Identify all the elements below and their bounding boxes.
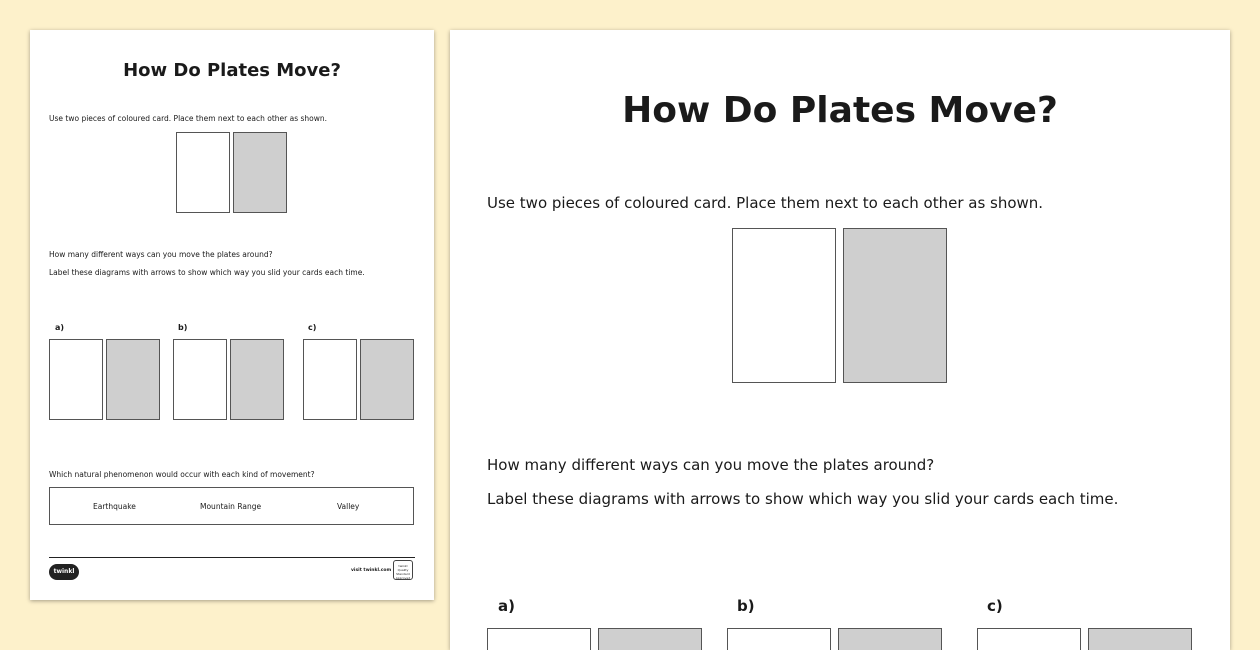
diagram-label-b: b) [178, 323, 188, 332]
phenomena-word-box [49, 487, 414, 525]
diagram-c-card-grey [360, 339, 414, 420]
diagram-a-card-grey [106, 339, 160, 420]
instruction-text: Use two pieces of coloured card. Place them next to each other as shown. [49, 114, 328, 123]
label-instruction-text: Label these diagrams with arrows to show which way you slid your cards each time. [49, 268, 365, 277]
label-instruction-text: Label these diagrams with arrows to show which way you slid your cards each time. [487, 490, 1119, 508]
page-title: How Do Plates Move? [622, 90, 1058, 131]
plate-card-white [176, 132, 230, 213]
worksheet-zoomed[interactable] [450, 30, 1230, 650]
plate-card-white [732, 228, 836, 383]
twinkl-logo: twinkl [49, 564, 79, 580]
footer-divider [49, 557, 415, 558]
diagram-label-a: a) [55, 323, 65, 332]
diagram-c-card-grey [1088, 628, 1192, 650]
diagram-c-card-white [977, 628, 1081, 650]
diagram-b-card-grey [230, 339, 284, 420]
word-mountain-range: Mountain Range [200, 502, 262, 511]
footer-url: visit twinkl.com [351, 568, 392, 573]
plate-card-grey [233, 132, 287, 213]
worksheet-thumbnail[interactable] [30, 30, 434, 600]
page-title: How Do Plates Move? [123, 60, 341, 81]
instruction-text: Use two pieces of coloured card. Place them next to each other as shown. [487, 194, 1044, 212]
diagram-label-c: c) [308, 323, 317, 332]
diagram-b-card-grey [838, 628, 942, 650]
diagram-a-card-white [49, 339, 103, 420]
diagram-label-b: b) [737, 597, 755, 615]
diagram-label-c: c) [987, 597, 1003, 615]
question-text: How many different ways can you move the plates around? [487, 456, 935, 474]
quality-badge-icon: twinkl Quality Standard Approved [393, 560, 413, 580]
diagram-b-card-white [173, 339, 227, 420]
diagram-a-card-white [487, 628, 591, 650]
diagram-label-a: a) [498, 597, 515, 615]
word-valley: Valley [337, 502, 360, 511]
phenomena-question-text: Which natural phenomenon would occur with each kind of movement? [49, 470, 315, 479]
diagram-c-card-white [303, 339, 357, 420]
diagram-b-card-white [727, 628, 831, 650]
question-text: How many different ways can you move the plates around? [49, 250, 273, 259]
diagram-a-card-grey [598, 628, 702, 650]
plate-card-grey [843, 228, 947, 383]
word-earthquake: Earthquake [93, 502, 136, 511]
